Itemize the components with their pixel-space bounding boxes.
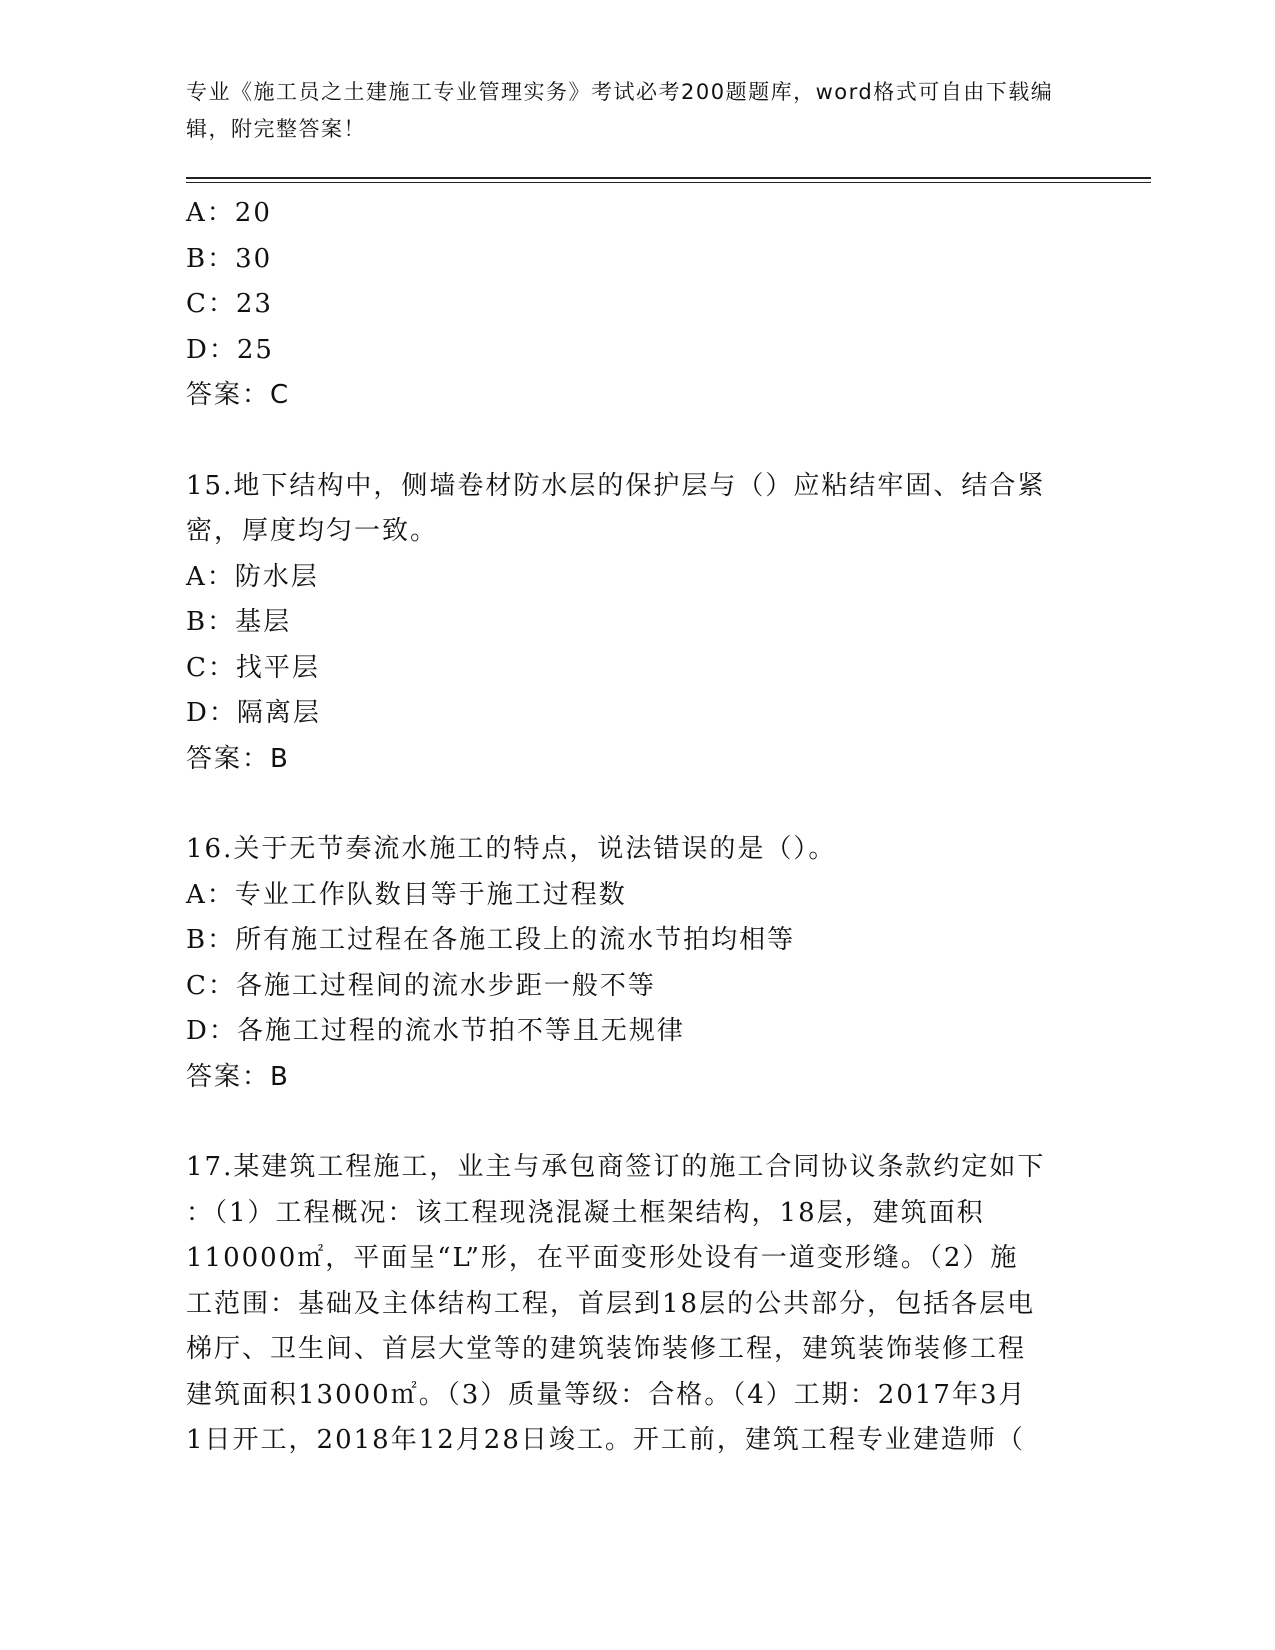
option-a: A：专业工作队数目等于施工过程数 — [186, 879, 627, 910]
question-17 — [186, 1145, 1066, 1464]
question-text-line: ：（1）工程概况：该工程现浇混凝土框架结构，18层，建筑面积 — [186, 1197, 985, 1228]
answer: 答案：C — [186, 380, 291, 410]
spacer — [186, 1100, 1066, 1145]
option-b: B：基层 — [186, 607, 292, 637]
option-c: C：各施工过程间的流水步距一般不等 — [186, 970, 656, 1001]
page-header — [186, 74, 1066, 148]
question-text-line: 110000㎡，平面呈“L”形，在平面变形处设有一道变形缝。（2）施 — [186, 1243, 1019, 1273]
header-title: 专业《施工员之土建施工专业管理实务》考试必考200题题库，word格式可自由下载编辑，附完整答案！ — [186, 80, 1054, 141]
prev-question-tail — [186, 191, 1066, 419]
option-c: C：找平层 — [186, 652, 320, 683]
option-b: B：30 — [186, 243, 273, 274]
question-16 — [186, 827, 1066, 1100]
option-c: C：23 — [186, 289, 273, 319]
spacer — [186, 782, 1066, 827]
document-body — [186, 191, 1066, 1464]
question-text-line: 17.某建筑工程施工，业主与承包商签订的施工合同协议条款约定如下 — [186, 1152, 1046, 1182]
option-a: A：20 — [186, 198, 272, 228]
question-text-line: 1日开工，2018年12月28日竣工。开工前，建筑工程专业建造师（ — [186, 1425, 1025, 1455]
option-d: D：隔离层 — [186, 698, 321, 728]
question-text-line: 梯厅、卫生间、首层大堂等的建筑装饰装修工程，建筑装饰装修工程 — [186, 1334, 1027, 1364]
question-text-line: 密，厚度均匀一致。 — [186, 516, 439, 546]
header-divider-thin — [186, 182, 1151, 183]
answer: 答案：B — [186, 743, 290, 774]
option-a: A：防水层 — [186, 561, 319, 592]
answer: 答案：B — [186, 1061, 290, 1092]
question-text-line: 16.关于无节奏流水施工的特点，说法错误的是（）。 — [186, 834, 837, 864]
option-d: D：各施工过程的流水节拍不等且无规律 — [186, 1016, 685, 1046]
question-15 — [186, 464, 1066, 783]
question-text-line: 建筑面积13000㎡。（3）质量等级：合格。（4）工期：2017年3月 — [186, 1379, 1027, 1410]
question-text-line: 工范围：基础及主体结构工程，首层到18层的公共部分，包括各层电 — [186, 1288, 1036, 1319]
header-divider-thick — [186, 177, 1151, 179]
spacer — [186, 419, 1066, 464]
question-text-line: 15.地下结构中，侧墙卷材防水层的保护层与（）应粘结牢固、结合紧 — [186, 470, 1046, 501]
option-d: D：25 — [186, 334, 274, 365]
option-b: B：所有施工过程在各施工段上的流水节拍均相等 — [186, 925, 796, 955]
